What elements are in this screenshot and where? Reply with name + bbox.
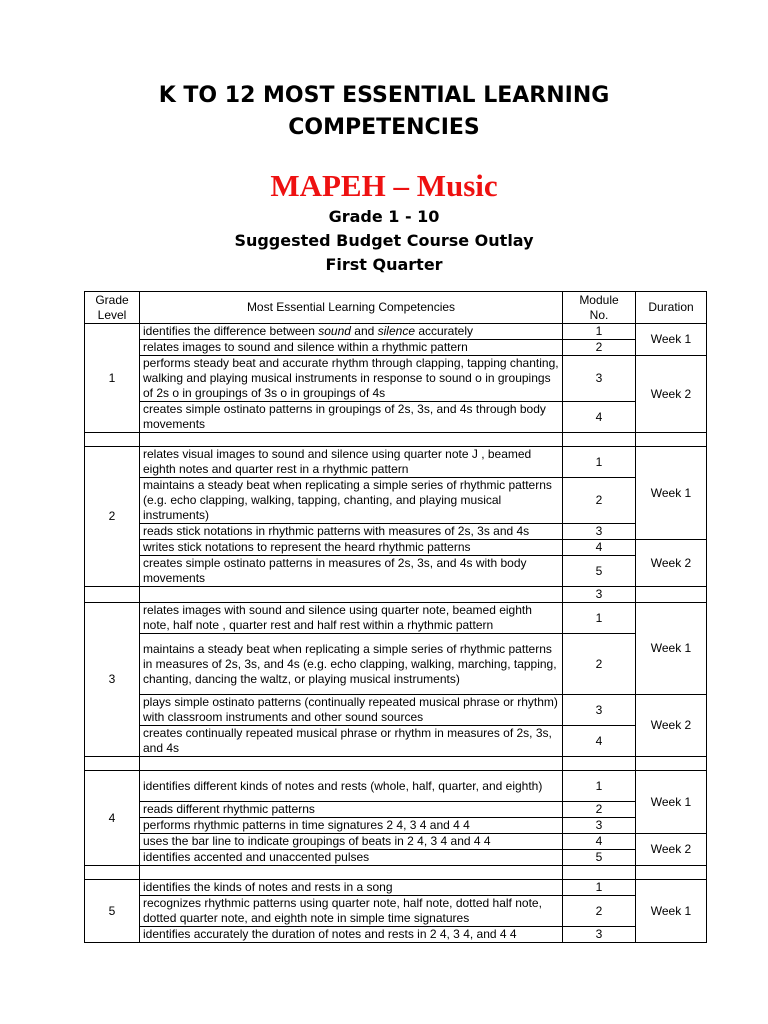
table-row (85, 603, 707, 634)
table-row (85, 524, 707, 540)
competency-cell: identifies different kinds of notes and rests (whole, half, quarter, and eighth) (140, 771, 563, 802)
competency-cell: creates simple ostinato patterns in groupings of 2s, 3s, and 4s through body movements (140, 402, 563, 433)
competency-cell: identifies the kinds of notes and rests in a song (140, 880, 563, 896)
table-row (85, 634, 707, 695)
table-row (85, 695, 707, 726)
duration-cell: Week 1 (636, 603, 707, 695)
table-row (85, 402, 707, 433)
table-row (85, 726, 707, 757)
grade-level-cell: 2 (85, 447, 140, 587)
document-title-line-1: K TO 12 MOST ESSENTIAL LEARNING (158, 83, 610, 108)
table-header-row (85, 292, 707, 324)
module-cell: 1 (563, 603, 636, 634)
duration-cell: Week 1 (636, 447, 707, 540)
competency-cell: identifies accented and unaccented pulses (140, 850, 563, 866)
duration-cell: Week 2 (636, 356, 707, 433)
header-module-no: Module No. (563, 292, 636, 324)
competency-cell: reads stick notations in rhythmic patterns with measures of 2s, 3s and 4s (140, 524, 563, 540)
table-row (85, 850, 707, 866)
table-row (85, 834, 707, 850)
table-row (85, 927, 707, 943)
subject-heading: MAPEH – Music (270, 168, 498, 203)
competency-cell: writes stick notations to represent the heard rhythmic patterns (140, 540, 563, 556)
competency-cell: relates images with sound and silence using quarter note, beamed eighth note, half note , quarter rest and half rest within a rhythmic pattern (140, 603, 563, 634)
table-row (85, 356, 707, 402)
competency-cell: relates images to sound and silence within a rhythmic pattern (140, 340, 563, 356)
module-cell: 2 (563, 340, 636, 356)
duration-cell: Week 1 (636, 324, 707, 356)
grade-level-cell: 3 (85, 603, 140, 757)
competency-cell: maintains a steady beat when replicating a simple series of rhythmic patterns in measures of 2s, 3s, and 4s (e.g. echo clapping, walking, marching, tapping, chanting, dancing the waltz, or playing musical instruments) (140, 634, 563, 695)
table-row (85, 340, 707, 356)
duration-cell: Week 1 (636, 771, 707, 834)
module-cell: 3 (563, 927, 636, 943)
table-row (85, 447, 707, 478)
table-row (85, 818, 707, 834)
header-duration: Duration (636, 292, 707, 324)
competency-cell: creates simple ostinato patterns in measures of 2s, 3s, and 4s with body movements (140, 556, 563, 587)
table-row (85, 478, 707, 524)
module-cell: 2 (563, 478, 636, 524)
competency-cell: identifies the difference between sound and silence accurately (140, 324, 563, 340)
module-cell: 4 (563, 540, 636, 556)
module-cell: 4 (563, 834, 636, 850)
duration-cell: Week 2 (636, 540, 707, 587)
module-cell: 1 (563, 880, 636, 896)
table-row (85, 802, 707, 818)
module-cell: 2 (563, 802, 636, 818)
table-row (85, 771, 707, 802)
competency-cell: reads different rhythmic patterns (140, 802, 563, 818)
module-cell: 1 (563, 324, 636, 340)
module-cell: 2 (563, 634, 636, 695)
document-title-line-2: COMPETENCIES (288, 115, 480, 140)
table-row (85, 556, 707, 587)
module-cell: 2 (563, 896, 636, 927)
table-row (85, 896, 707, 927)
competency-cell: plays simple ostinato patterns (continually repeated musical phrase or rhythm) with classroom instruments and other sound sources (140, 695, 563, 726)
duration-cell: Week 2 (636, 834, 707, 866)
header-competencies: Most Essential Learning Competencies (140, 292, 563, 324)
table-row (85, 324, 707, 340)
spacer-row (85, 866, 707, 880)
module-cell: 3 (563, 695, 636, 726)
competency-cell: uses the bar line to indicate groupings of beats in 2 4, 3 4 and 4 4 (140, 834, 563, 850)
module-cell: 1 (563, 447, 636, 478)
module-cell: 3 (563, 818, 636, 834)
competency-cell: relates visual images to sound and silence using quarter note J , beamed eighth notes and quarter rest in a rhythmic pattern (140, 447, 563, 478)
header-grade-level: Grade Level (85, 292, 140, 324)
module-cell: 1 (563, 771, 636, 802)
spacer-row (85, 433, 707, 447)
grade-level-cell: 5 (85, 880, 140, 943)
module-cell: 3 (563, 524, 636, 540)
competency-cell: maintains a steady beat when replicating a simple series of rhythmic patterns (e.g. echo clapping, walking, tapping, chanting, and playing musical instruments) (140, 478, 563, 524)
spacer-row (85, 587, 707, 603)
module-cell: 3 (563, 587, 636, 603)
grade-level-cell: 1 (85, 324, 140, 433)
competency-cell: creates continually repeated musical phrase or rhythm in measures of 2s, 3s, and 4s (140, 726, 563, 757)
spacer-row (85, 757, 707, 771)
competency-cell: recognizes rhythmic patterns using quarter note, half note, dotted half note, dotted quarter note, and eighth note in simple time signatures (140, 896, 563, 927)
grade-range: Grade 1 - 10 (328, 207, 440, 226)
outlay-heading: Suggested Budget Course Outlay (234, 231, 534, 250)
competency-cell: performs steady beat and accurate rhythm through clapping, tapping chanting, walking and playing musical instruments in response to sound o in groupings of 2s o in groupings of 3s o in groupings of 4s (140, 356, 563, 402)
duration-cell: Week 1 (636, 880, 707, 943)
module-cell: 3 (563, 356, 636, 402)
quarter-heading: First Quarter (325, 255, 443, 274)
module-cell: 4 (563, 726, 636, 757)
duration-cell: Week 2 (636, 695, 707, 757)
competency-cell: identifies accurately the duration of notes and rests in 2 4, 3 4, and 4 4 (140, 927, 563, 943)
module-cell: 4 (563, 402, 636, 433)
table-row (85, 540, 707, 556)
competency-cell: performs rhythmic patterns in time signatures 2 4, 3 4 and 4 4 (140, 818, 563, 834)
module-cell: 5 (563, 556, 636, 587)
grade-level-cell: 4 (85, 771, 140, 866)
competencies-table (84, 291, 707, 943)
table-row (85, 880, 707, 896)
module-cell: 5 (563, 850, 636, 866)
